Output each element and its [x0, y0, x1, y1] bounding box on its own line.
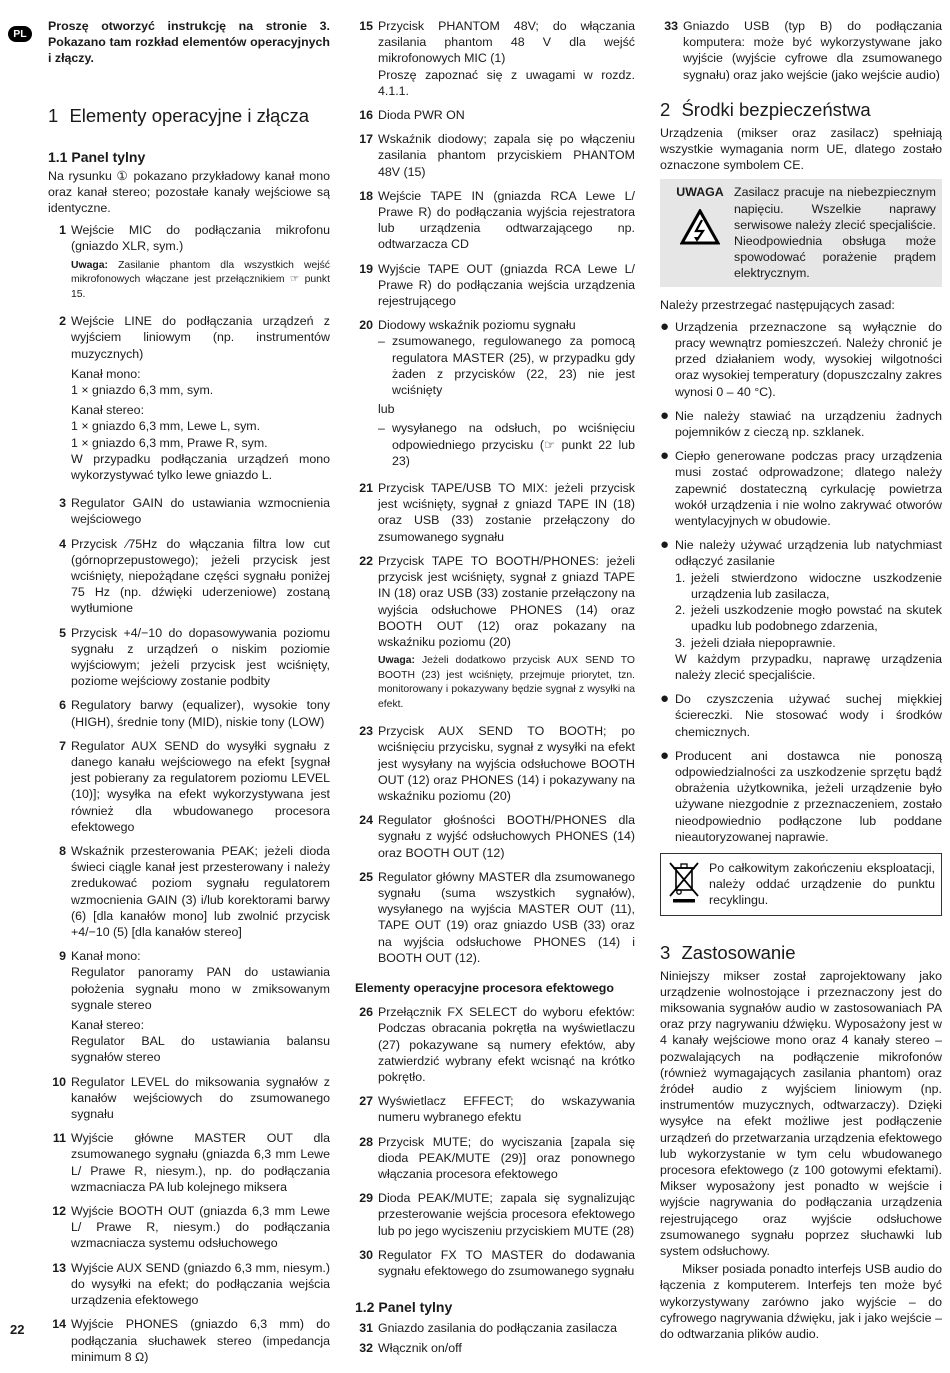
list-item: 27 Wyświetlacz EFFECT; do wskazywania numeru wybranego efektu	[359, 1094, 635, 1125]
list-item: 31 Gniazdo zasilania do podłączania zasilacza	[359, 1321, 618, 1336]
subsection-1-1-heading: 1.1 Panel tylny	[48, 148, 146, 165]
subsection-1-2-heading: 1.2 Panel tylny	[355, 1299, 453, 1316]
list-item: 9 Kanał mono: Regulator panoramy PAN do ustawiania położenia sygnału mono w zmiksowanym sygnale stereo Kanał stereo: Regulator BAL do ustawiania balansu sygnałów stereo	[59, 949, 330, 1065]
list-item: 20 Diodowy wskaźnik poziomu sygnału – zsumowanego, regulowanego za pomocą regulatora MASTER (25), w przypadku gdy żaden z przycisków (22, 23) nie jest wciśnięty lub – wysyłanego na odsłuch, po wciśnięciu odpowiedniego przycisku (☞ punkt 22 lub 23)	[359, 318, 635, 468]
list-item: 13 Wyjście AUX SEND (gniazdo 6,3 mm, niesym.) do wysyłki na efekt; do podłączania wejścia urządzenia efektowego	[52, 1260, 330, 1308]
list-item: 19 Wyjście TAPE OUT (gniazda RCA Lewe L/ Prawe R) do podłączania wejścia urządzenia rejestrującego	[359, 261, 635, 309]
section-2-heading: 2 Środki bezpieczeństwa	[660, 98, 871, 120]
section-3-heading: 3 Zastosowanie	[660, 941, 796, 963]
list-item: 10 Regulator LEVEL do miksowania sygnałów z kanałów wejściowych do zsumowanego sygnału	[52, 1074, 330, 1122]
list-item: 15 Przycisk PHANTOM 48V; do włączania zasilania phantom 48 V dla wejść mikrofonowych MIC (1) Proszę zapoznać się z uwagami w rozdz. 4.1.1.	[359, 19, 635, 98]
list-item: 24 Regulator głośności BOOTH/PHONES dla sygnału z wyjść odsłuchowych PHONES (14) oraz BOOTH OUT (12)	[359, 813, 635, 860]
subsection-1-1-text: Na rysunku ① pokazano przykładowy kanał mono oraz kanał stereo; pozostałe kanały wejściowe są identyczne.	[48, 168, 330, 216]
list-item: ● Producent ani dostawca nie ponoszą odpowiedzialności za uszkodzenie sprzętu bądź obrażenia użytkownika, jeżeli urządzenie było używane niezgodnie z przeznaczeniem, zostało nieodpowiednio podłączone lub poddane nieautoryzowanej naprawie.	[660, 746, 942, 844]
list-item: 4 Przycisk ⁄75Hz do włączania filtra low cut (górnoprzepustowego); jeżeli przycisk jest wciśnięty, niepożądane części sygnału poniżej 75 Hz (np. dźwięki uderzeniowe) zostaną wytłumione	[59, 536, 330, 616]
list-item: 26 Przełącznik FX SELECT do wyboru efektów: Podczas obracania pokrętła na wyświetlaczu (27) pokazywane są numery efektów, aby zatwierdzić wybrany efekt wcisnąć na krótko pokrętło.	[359, 1005, 635, 1084]
list-item: 6 Regulatory barwy (equalizer), wysokie tony (HIGH), średnie tony (MID), niskie tony (LOW)	[59, 698, 330, 729]
list-item: ● Urządzenia przeznaczone są wyłącznie do pracy wewnątrz pomieszczeń. Należy chronić je przed działaniem wody, wysokiej wilgotności oraz wysokiej temperatury (dopuszczalny zakres wynosi 0 – 40 °C).	[660, 317, 942, 399]
recycling-text: Po całkowitym zakończeniu eksploatacji, należy oddać urządzenie do punktu recyklingu.	[709, 860, 935, 908]
list-item: ● Nie należy stawiać na urządzeniu żadnych pojemników z cieczą np. szklanek.	[660, 406, 942, 440]
rules-intro: Należy przestrzegać następujących zasad:	[660, 297, 895, 312]
column-2	[355, 18, 635, 1365]
intro-text: Proszę otworzyć instrukcję na stronie 3. Pokazano tam rozkład elementów operacyjnych i złączy.	[48, 19, 330, 66]
list-item: 1 Wejście MIC do podłączania mikrofonu (gniazdo XLR, sym.) Uwaga: Zasilanie phantom dla wszystkich wejść mikrofonowych włączane jest przełącznikiem ☞ punkt 15.	[59, 223, 330, 300]
list-item: ● Nie należy używać urządzenia lub natychmiast odłączyć zasilanie 1. jeżeli stwierdzono widoczne uszkodzenie urządzenia lub zasilacza, 2. jeżeli uszkodzenie mogło powstać na skutek upadku lub podobnego zdarzenia, 3. jeżeli działa niepoprawnie. W każdym przypadku, naprawę urządzenia należy zlecić specjaliście.	[660, 536, 942, 682]
list-item: 21 Przycisk TAPE/USB TO MIX: jeżeli przycisk jest wciśnięty, sygnał z gniazd TAPE IN (18) oraz USB (33) zostanie przełączony do zsumowanego sygnału	[359, 481, 635, 544]
application-paragraph-1: Niniejszy mikser został zaprojektowany jako urządzenie wolnostojące i przeznaczony jest do miksowania sygnałów audio w zastosowaniach PA oraz przy nagrywaniu dźwięku. Wyposażony jest w 4 kanały wejściowe mono oraz 4 kanały stereo – pozwalających na podłączenie mikrofonów (również wymagających zasilania phantom) oraz źródeł audio z wyjściem liniowym (np. instrumentów muzycznych, odtwarzaczy). Dzięki wysyłce na efekt możliwe jest podłączenie urządzeń do przetwarzania urządzenia efektowego lub wykorzystanie w tym celu wbudowanego procesora efektowego (z 100 gotowymi efektami). Mikser wyposażony jest ponadto w wejście i wyjście nagrywania do podłączania urządzenia rejestrującego oraz wyjście odsłuchowe zsumowanego sygnału poprzez słuchawki lub system odsłuchowy.	[660, 968, 942, 1258]
list-item: 17 Wskaźnik diodowy; zapala się po włączeniu zasilania phantom przyciskiem PHANTOM 48V (15)	[359, 132, 635, 179]
list-item: 16 Dioda PWR ON	[359, 108, 465, 123]
language-badge: PL	[8, 26, 32, 42]
list-item: 3 Regulator GAIN do ustawiania wzmocnienia wejściowego	[59, 496, 330, 527]
warning-box	[660, 179, 942, 286]
warning-text: Zasilacz pracuje na niebezpiecznym napięciu. Wszelkie naprawy serwisowe należy zlecić specjaliście. Nieodpowiednia obsługa może spowodować porażenie prądem elektrycznym.	[734, 185, 936, 281]
recycling-box	[660, 853, 942, 916]
list-item: 32 Włącznik on/off	[359, 1341, 462, 1356]
list-item: 33 Gniazdo USB (typ B) do podłączania komputera: może być wykorzystywane jako wyjście (wyjście cyfrowe dla zsumowanego sygnału) oraz jako wejście (jako wejście audio)	[664, 19, 942, 82]
list-item: 12 Wyjście BOOTH OUT (gniazda 6,3 mm Lewe L/ Prawe R, niesym.) do podłączania wzmacniacza systemu odsłuchowego	[52, 1204, 330, 1251]
list-item: 11 Wyjście główne MASTER OUT dla zsumowanego sygnału (gniazda 6,3 mm Lewe L/ Prawe R, niesym.), np. do podłączania wzmacniacza PA lub kolejnego miksera	[52, 1131, 330, 1194]
list-item: 29 Dioda PEAK/MUTE; zapala się sygnalizując przesterowanie wejścia procesora efektowego lub po jego wyciszeniu przyciskiem MUTE (28)	[359, 1191, 635, 1238]
list-item: 30 Regulator FX TO MASTER do dodawania sygnału efektowego do zsumowanego sygnału	[359, 1247, 635, 1278]
section-1-heading: 1 Elementy operacyjne i złącza	[48, 104, 310, 126]
column-1	[48, 18, 330, 1373]
list-item: 8 Wskaźnik przesterowania PEAK; jeżeli dioda świeci ciągle kanał jest przesterowany i należy zredukować poziom sygnału regulatorem wzmocnienia GAIN (3) i/lub korektorami barwy (6) [dla kanałów mono] lub zwolnić przycisk +4/−10 (5) [dla kanałów stereo]	[59, 844, 330, 940]
list-item: 23 Przycisk AUX SEND TO BOOTH; po wciśnięciu przycisku, sygnał z wysyłki na efekt jest wysyłany na wyjścia odsłuchowe BOOTH OUT (12) oraz PHONES (14) i pokazywany na wskaźniku poziomu (20)	[359, 724, 635, 803]
fx-heading: Elementy operacyjne procesora efektowego	[355, 980, 614, 995]
warning-label: UWAGA	[676, 185, 724, 200]
list-item: 14 Wyjście PHONES (gniazdo 6,3 mm) do podłączania słuchawek stereo (impedancja minimum 8 Ω)	[52, 1317, 330, 1364]
list-item: 5 Przycisk +4/−10 do dopasowywania poziomu sygnału z urządzeń o niskim poziomie wyjściowym; jeżeli przycisk jest wciśnięty, poziome wejściowy zostanie podbity	[59, 625, 330, 689]
list-item: 22 Przycisk TAPE TO BOOTH/PHONES: jeżeli przycisk jest wciśnięty, sygnał z gniazd TAPE IN (18) oraz USB (33) zostanie przełączony na wyjścia odsłuchowe PHONES (14) oraz BOOTH OUT (12) oraz pokazany na wskaźniku poziomu (20) Uwaga: Jeżeli dodatkowo przycisk AUX SEND TO BOOTH (23) jest wciśnięty, przejmuje priorytet, tzn. monitorowany i pokazywany będzie sygnał z wysyłki na efekt.	[359, 553, 635, 710]
list-item: 18 Wejście TAPE IN (gniazda RCA Lewe L/ Prawe R) do podłączania wyjścia rejestratora lub urządzenia odtwarzającego np. odtwarzacza CD	[359, 188, 635, 252]
list-item: 25 Regulator główny MASTER dla zsumowanego sygnału (suma wszystkich sygnałów), wysyłanego na wyjścia MASTER OUT (11), TAPE OUT (19) oraz gniazdo USB (33) oraz na wyjścia odsłuchowe PHONES (14) i BOOTH OUT (12).	[359, 869, 635, 965]
column-3	[660, 18, 942, 1348]
list-item: ● Ciepło generowane podczas pracy urządzenia musi zostać odprowadzone; dlatego należy zapewnić dostateczną cyrkulację powietrza wokół urządzenia i nie wolno zakrywać otworów wentylacyjnych w obudowie.	[660, 447, 942, 529]
list-item: 7 Regulator AUX SEND do wysyłki sygnału z danego kanału wejściowego na efekt [sygnał jest pobierany za regulatorem poziomu LEVEL (10)]; wysyłka na efekt wykorzystywana jest również dla wbudowanego procesora efektowego	[59, 738, 330, 834]
list-item: 28 Przycisk MUTE; do wyciszania [zapala się dioda PEAK/MUTE (29)] oraz ponownego włączania procesora efektowego	[359, 1134, 635, 1181]
safety-intro: Urządzenia (mikser oraz zasilacz) spełniają wszystkie wymagania norm UE, dlatego zostało oznaczone symbolem CE.	[660, 125, 942, 173]
crossed-bin-icon	[667, 860, 701, 904]
high-voltage-warning-icon	[680, 209, 720, 245]
page-number: 22	[10, 1322, 25, 1337]
application-paragraph-2: Mikser posiada ponadto interfejs USB audio do łączenia z komputerem. Interfejs ten może być wykorzystywany zarówno jako wyjście – do cyfrowego nagrywania dźwięku, jak i jako wejście – do odtwarzania plików audio.	[660, 1262, 942, 1342]
list-item: 2 Wejście LINE do podłączania urządzeń z wyjściem liniowym (np. instrumentów muzycznych) Kanał mono: 1 × gniazdo 6,3 mm, sym. Kanał stereo: 1 × gniazdo 6,3 mm, Lewe L, sym. 1 × gniazdo 6,3 mm, Prawe R, sym. W przypadku podłączania urządzeń mono wykorzystywać tylko lewe gniazdo L.	[59, 314, 330, 482]
list-item: ● Do czyszczenia używać suchej miękkiej ściereczki. Nie stosować wody i środków chemicznych.	[660, 690, 942, 739]
